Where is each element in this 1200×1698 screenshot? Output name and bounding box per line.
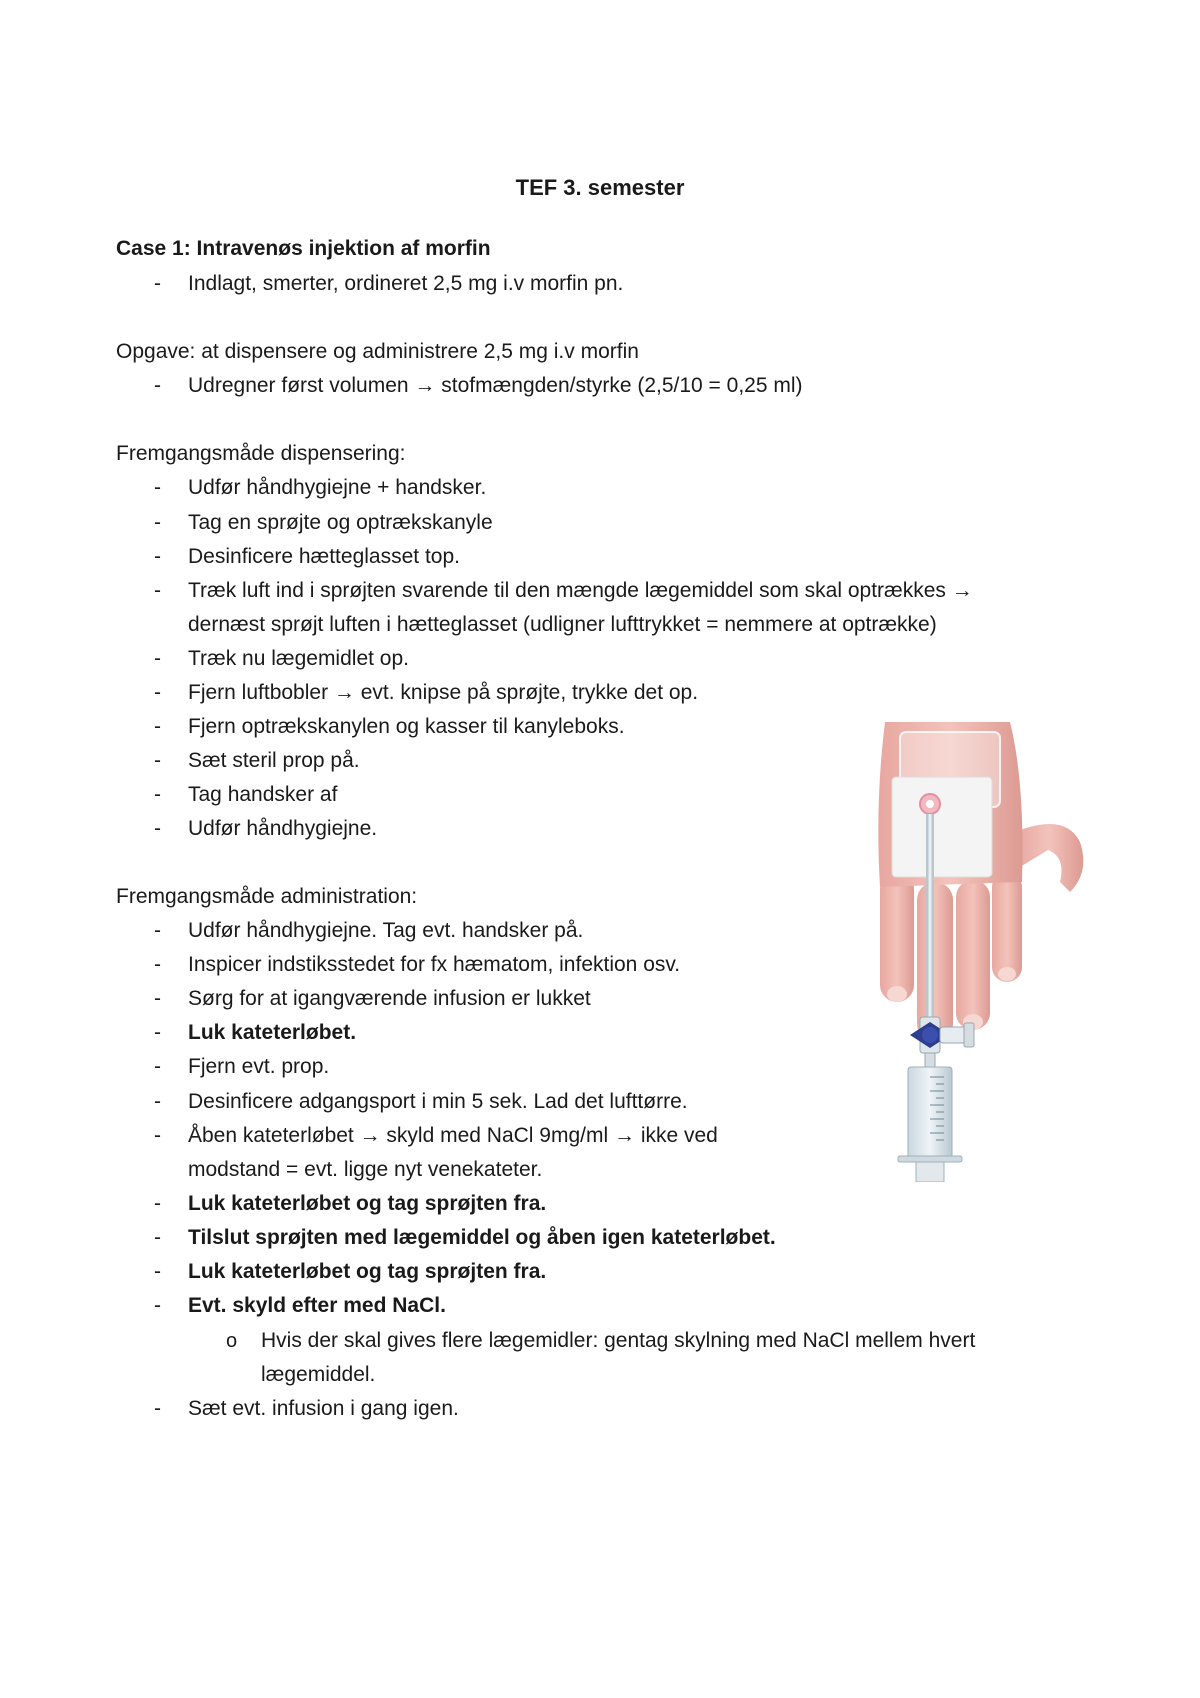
administration-heading: Fremgangsmåde administration: bbox=[116, 885, 418, 908]
dispensing-item: Desinficere hætteglasset top. bbox=[188, 545, 460, 568]
dispensing-item: Udfør håndhygiejne + handsker. bbox=[188, 476, 487, 499]
administration-subitem: Hvis der skal gives flere lægemidler: gentag skylning med NaCl mellem hvert bbox=[261, 1329, 976, 1352]
administration-item: Luk kateterløbet og tag sprøjten fra. bbox=[188, 1192, 547, 1215]
bullet-dash: - bbox=[154, 1397, 161, 1420]
administration-item-continued: modstand = evt. ligge nyt venekateter. bbox=[188, 1158, 543, 1181]
dispensing-item: Træk luft ind i sprøjten svarende til den mængde lægemiddel som skal optrækkes → bbox=[188, 579, 973, 602]
administration-item: Inspicer indstiksstedet for fx hæmatom, infektion osv. bbox=[188, 953, 681, 976]
bullet-dash: - bbox=[154, 987, 161, 1010]
gauze-pad bbox=[892, 777, 992, 877]
bullet-dash: - bbox=[154, 1055, 161, 1078]
sub-bullet-circle: o bbox=[226, 1330, 238, 1352]
iv-catheter-hand-illustration bbox=[780, 722, 1140, 1182]
bullet-dash: - bbox=[154, 817, 161, 840]
bullet-dash: - bbox=[154, 579, 161, 602]
dispensing-item: Fjern luftbobler → evt. knipse på sprøjte, trykke det op. bbox=[188, 681, 699, 704]
administration-item: Luk kateterløbet og tag sprøjten fra. bbox=[188, 1260, 547, 1283]
bullet-dash: - bbox=[154, 476, 161, 499]
case-heading: Case 1: Intravenøs injektion af morfin bbox=[116, 237, 491, 260]
dispensing-item-continued: dernæst sprøjt luften i hætteglasset (udligner lufttrykket = nemmere at optrække) bbox=[188, 613, 937, 636]
bullet-dash: - bbox=[154, 681, 161, 704]
bullet-dash: - bbox=[154, 715, 161, 738]
bullet-dash: - bbox=[154, 647, 161, 670]
bullet-dash: - bbox=[154, 374, 161, 397]
administration-item: Luk kateterløbet. bbox=[188, 1021, 357, 1044]
dispensing-item: Sæt steril prop på. bbox=[188, 749, 360, 772]
administration-item: Desinficere adgangsport i min 5 sek. Lad det lufttørre. bbox=[188, 1090, 688, 1113]
bullet-dash: - bbox=[154, 1294, 161, 1317]
administration-subitem-continued: lægemiddel. bbox=[261, 1363, 376, 1386]
task-bullet: Udregner først volumen → stofmængden/styrke (2,5/10 = 0,25 ml) bbox=[188, 374, 803, 397]
bullet-dash: - bbox=[154, 749, 161, 772]
syringe bbox=[898, 1053, 962, 1182]
administration-item: Fjern evt. prop. bbox=[188, 1055, 330, 1078]
bullet-dash: - bbox=[154, 272, 161, 295]
bullet-dash: - bbox=[154, 1124, 161, 1147]
bullet-dash: - bbox=[154, 1090, 161, 1113]
administration-item: Åben kateterløbet → skyld med NaCl 9mg/ml → ikke ved bbox=[188, 1124, 718, 1147]
bullet-dash: - bbox=[154, 953, 161, 976]
administration-item: Sæt evt. infusion i gang igen. bbox=[188, 1397, 459, 1420]
dispensing-item: Udfør håndhygiejne. bbox=[188, 817, 378, 840]
bullet-dash: - bbox=[154, 919, 161, 942]
bullet-dash: - bbox=[154, 1260, 161, 1283]
administration-item: Udfør håndhygiejne. Tag evt. handsker på. bbox=[188, 919, 584, 942]
dispensing-item: Tag handsker af bbox=[188, 783, 338, 806]
bullet-dash: - bbox=[154, 511, 161, 534]
task-heading: Opgave: at dispensere og administrere 2,5 mg i.v morfin bbox=[116, 340, 639, 363]
dispensing-item: Fjern optrækskanylen og kasser til kanyleboks. bbox=[188, 715, 625, 738]
administration-item: Sørg for at igangværende infusion er lukket bbox=[188, 987, 591, 1010]
administration-item: Tilslut sprøjten med lægemiddel og åben igen kateterløbet. bbox=[188, 1226, 776, 1249]
bullet-dash: - bbox=[154, 783, 161, 806]
bullet-dash: - bbox=[154, 1226, 161, 1249]
page-title: TEF 3. semester bbox=[515, 175, 685, 200]
dispensing-item: Tag en sprøjte og optrækskanyle bbox=[188, 511, 493, 534]
case-bullet: Indlagt, smerter, ordineret 2,5 mg i.v morfin pn. bbox=[188, 272, 624, 295]
bullet-dash: - bbox=[154, 1021, 161, 1044]
dispensing-item: Træk nu lægemidlet op. bbox=[188, 647, 409, 670]
bullet-dash: - bbox=[154, 545, 161, 568]
administration-item: Evt. skyld efter med NaCl. bbox=[188, 1294, 446, 1317]
bullet-dash: - bbox=[154, 1192, 161, 1215]
dispensing-heading: Fremgangsmåde dispensering: bbox=[116, 442, 406, 465]
